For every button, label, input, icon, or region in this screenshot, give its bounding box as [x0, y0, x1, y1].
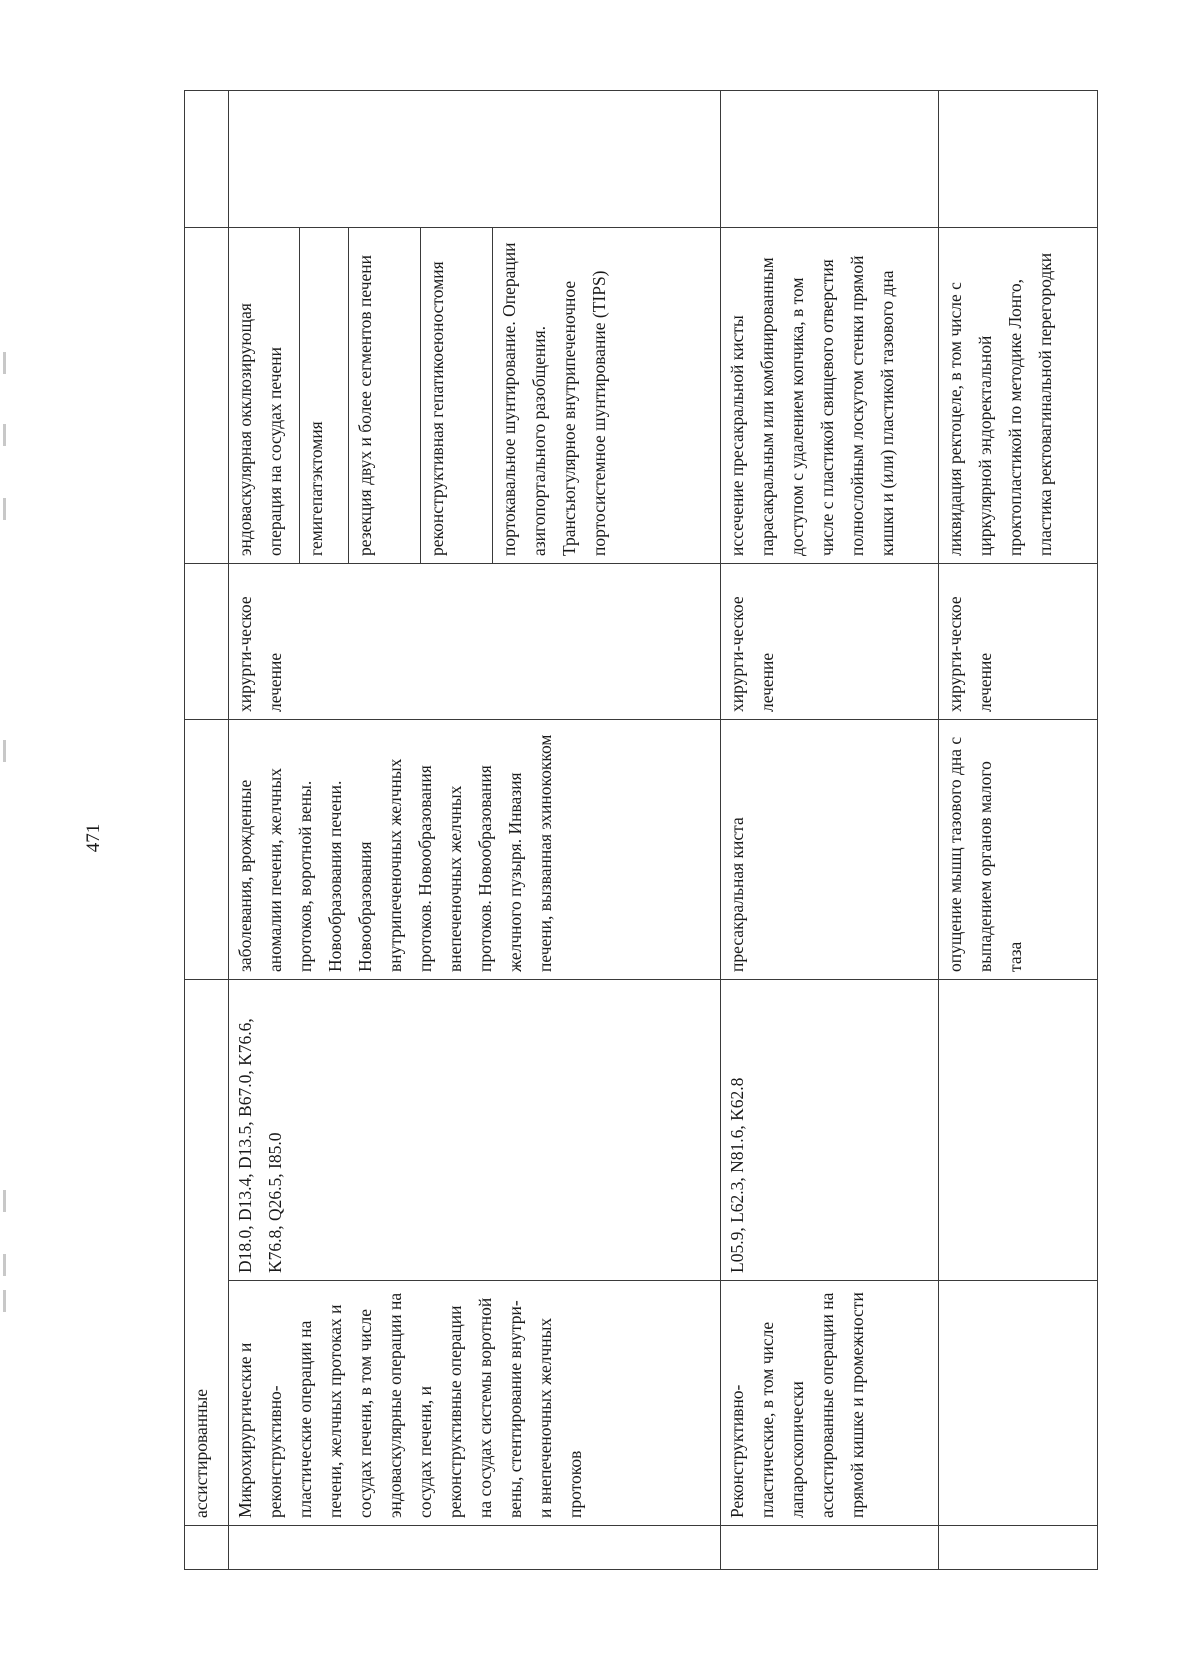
table-row-3-model: [938, 720, 1097, 980]
scan-artifact-mark: [3, 1254, 6, 1276]
patient-model-text: пресакральная киста: [727, 817, 747, 972]
rotated-table: [184, 90, 1098, 1570]
page-number: 471: [83, 823, 104, 853]
table-row-2-method-1: [720, 228, 938, 564]
patient-model-text: заболевания, врожденные аномалии печени, желчных протоков, воротной вены. Новообразования печени. Новообразования внутрипеченочных желчных протоков. Новообразования внепеченочных желчных протоков. Новообразования желчного пузыря. Инвазия печени, вызванная эхинококком: [235, 734, 555, 972]
treatment-type-text: хирурги-ческое лечение: [235, 596, 285, 712]
table-row-2-model: [720, 720, 938, 980]
method-text: иссечение пресакральной кисты парасакральным или комбинированным доступом с удалением копчика, в том числе с пластикой свищевого отверстия полнослойным лоскутом стенки прямой кишки и (или) пластикой тазового дна: [727, 255, 897, 556]
table-row-1-method-1: [228, 228, 299, 564]
scan-artifact-mark: [3, 1290, 6, 1312]
method-text: гемигепатэктомия: [306, 421, 326, 556]
table-row-3-icd-codes: [938, 980, 1097, 1281]
treatment-type-text: хирурги-ческое лечение: [727, 596, 777, 712]
table-row-3-treatment-type: [938, 564, 1097, 720]
table-border-left: [184, 1569, 1098, 1570]
table-row-1-treatment-type: [228, 564, 720, 720]
continuation-cell: [184, 980, 228, 1526]
table-row-3-method-group: [938, 1281, 1097, 1526]
scan-artifact-mark: [3, 498, 6, 520]
scan-artifact-mark: [3, 352, 6, 374]
method-text: ликвидация ректоцеле, в том числе с циркулярной эндоректальной проктопластикой по методике Лонго, пластика ректовагинальной перегородки: [945, 252, 1055, 556]
continuation-text: ассистированные: [191, 1388, 211, 1518]
table-row-1-method-3: [348, 228, 420, 564]
scan-artifact-mark: [3, 1190, 6, 1212]
scan-artifact-mark: [3, 424, 6, 446]
method-text: портокавальное шунтирование. Операции азигопортального разобщения. Трансъюгулярное внутрипеченочное портосистемное шунтирование (TIPS): [499, 242, 609, 556]
table-row-3-method-1: [938, 228, 1097, 564]
icd-codes-text: D18.0, D13.4, D13.5, B67.0, K76.6, K76.8, Q26.5, I85.0: [235, 1018, 285, 1273]
table-row-1-method-5: [492, 228, 720, 564]
method-text: реконструктивная гепатикоеюностомия: [427, 261, 447, 556]
table-row-1-method-2: [299, 228, 348, 564]
method-group-text: Реконструктивно-пластические, в том числе лапароскопически ассистированные операции на прямой кишке и промежности: [727, 1292, 867, 1518]
method-group-text: Микрохирургические и реконструктивно-пластические операции на печени, желчных протоках и сосудах печени, в том числе эндоваскулярные операции на сосудах печени, и реконструктивные операции на сосудах системы воротной вены, стентирование внутри- и внепеченочных желчных протоков: [235, 1292, 585, 1518]
table-row-2-icd-codes: [720, 980, 938, 1281]
table-row-1-method-group: [228, 1281, 720, 1526]
table-row-1-model: [228, 720, 720, 980]
table-row-1-method-4: [420, 228, 492, 564]
icd-codes-text: L05.9, L62.3, N81.6, K62.8: [727, 1077, 747, 1273]
patient-model-text: опущение мышц тазового дна с выпадением органов малого таза: [945, 736, 1025, 972]
table-border-right: [184, 90, 1098, 91]
table-row-1-icd-codes: [228, 980, 720, 1281]
table-row-2-treatment-type: [720, 564, 938, 720]
table-row-2-method-group: [720, 1281, 938, 1526]
method-text: эндоваскулярная окклюзирующая операция на сосудах печени: [235, 303, 285, 556]
table-border-bottom: [1097, 90, 1098, 1570]
method-text: резекция двух и более сегментов печени: [355, 254, 375, 556]
treatment-type-text: хирурги-ческое лечение: [945, 596, 995, 712]
scan-artifact-mark: [3, 740, 6, 762]
